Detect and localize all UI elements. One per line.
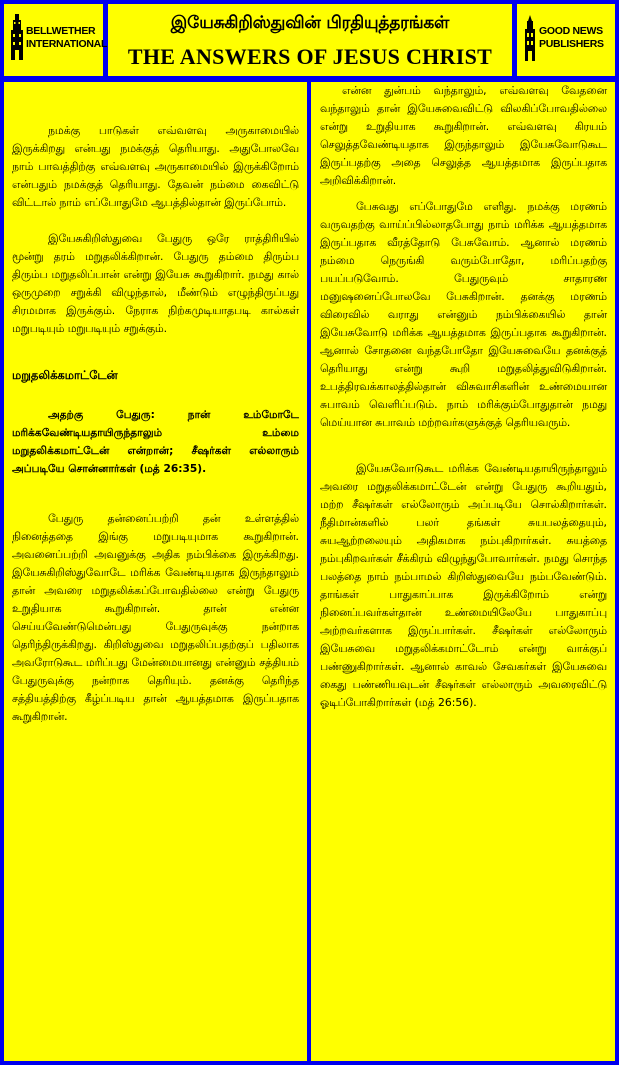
- building-icon: [9, 14, 25, 60]
- paragraph-text: இயேசுவோடுகூட மரிக்க வேண்டியதாயிருந்தாலும் அவரை மறுதலிக்கமாட்டேன் என்று பேதுரு கூறியதும், மற்ற சீஷர்கள் எல்லோரும் அப்படியே சொல்கிறார்கள். நீதிமான்களில் பலர் தங்கள் சுயபலத்தையும், சுயஆற்றலையும் அதிகமாக நம்புகிறார்கள். சுயத்தை நம்புகிறவர்கள் சீக்கிரம் விழுந்துபோவார்கள். நமது சொந்த பலத்தை நாம் நம்பாமல் கிறிஸ்துவையே நம்பவேண்டும். தாங்கள் பாதுகாப்பாக இருக்கிறோம் என்று நினைப்பவர்கள்தான் உண்மையிலேயே பாதுகாப்பு அற்றவர்களாக இருப்பார்கள். சீஷர்கள் எல்லோரும் இயேசுவை மறுதலிக்கமாட்டோம் என்று வாக்குப் பண்ணுகிறார்கள். ஆனால் காவல் சேவகர்கள் இயேசுவை கைது பண்ணியவுடன் சீஷர்கள் எல்லாரும் அவரைவிட்டு ஓடிப்போகிறார்கள்: [320, 462, 607, 709]
- logo-line-1: GOOD NEWS: [539, 25, 603, 37]
- left-column: [4, 82, 307, 1061]
- good-news-logo-text: [539, 25, 604, 51]
- bellwether-logo-text: [26, 25, 107, 51]
- good-news-logo: [517, 4, 615, 76]
- page-title-tamil: இயேசுகிறிஸ்துவின் பிரதியுத்தரங்கள்: [170, 13, 450, 33]
- scripture-quote: அதற்கு பேதுரு: நான் உம்மோடே மரிக்கவேண்டியதாயிருந்தாலும் உம்மை மறுதலிக்கமாட்டேன் என்றான்; சீஷர்கள் எல்லாரும் அப்படியே சொன்னார்கள் (மத் 26:35).: [12, 409, 299, 475]
- paragraph: என்ன துன்பம் வந்தாலும், எவ்வளவு வேதனை வந்தாலும் தான் இயேசுவைவிட்டு விலகிப்போவதில்லை என்று உறுதியாக கூறுகிறான். எவ்வளவு கிரயம் செலுத்தவேண்டியதாக இருந்தாலும் இயேசுவோடுகூட இருப்பதற்கு அதை செலுத்த ஆயத்தமாக இருப்பதாக அறிவிக்கிறான்.: [320, 84, 607, 187]
- right-column: [311, 82, 615, 1061]
- page-title-english: THE ANSWERS OF JESUS CHRIST: [127, 44, 493, 69]
- paragraph: நமக்கு பாடுகள் எவ்வளவு அருகாமையில் இருக்கிறது என்பது நமக்குத் தெரியாது. அதுபோலவே நாம் பாவத்திற்கு எவ்வளவு அருகாமையில் இருக்கிறோம் என்பதும் நமக்குத் தெரியாது. தேவன் நம்மை கைவிட்டு விட்டால் நாம் எப்போதுமே ஆபத்தில்தான் இருப்போம்.: [12, 124, 299, 209]
- scripture-reference: (மத் 26:56).: [414, 696, 477, 709]
- paragraph: [320, 460, 607, 712]
- paragraph: இயேசுகிறிஸ்துவை பேதுரு ஒரே ராத்திரியில் மூன்று தரம் மறுதலிக்கிறான். பேதுரு தம்மை திரும்ப திரும்ப மறுதலிப்பான் என்று இயேசு கூறுகிறார். நமது கால் ஒருமுறை சறுக்கி விழுந்தால், மீண்டும் எழுந்திருப்பது சிரமமாக இருக்கும். நேராக நிற்கமுடியாதபடி கால்கள் மறுபடியும் மறுபடியும் சறுக்கும்.: [12, 232, 299, 335]
- logo-line-2: PUBLISHERS: [539, 38, 604, 50]
- logo-line-1: BELLWETHER: [26, 25, 96, 37]
- paragraph: பேதுரு தன்னைப்பற்றி தன் உள்ளத்தில் நினைத்ததை இங்கு மறுபடியுமாக கூறுகிறான். அவனைப்பற்றி அவனுக்கு அதிக நம்பிக்கை இருக்கிறது. இயேசுகிறிஸ்துவோடே மரிக்க வேண்டியதாக இருந்தாலும் தான் அவரை மறுதலிக்கப்போவதில்லை என்று பேதுரு உறுதியாக கூறுகிறான். தான் என்ன செய்யவேண்டுமென்பது பேதுருவுக்கு நன்றாக தெரிந்திருக்கிறது. கிறிஸ்துவை மறுதலிப்பதற்குப் பதிலாக அவரோடுகூட மரிப்பது மேன்மையானது என்னும் சத்தியம் பேதுருவுக்கு நன்றாக தெரியும். தனக்கு தெரிந்த சத்தியத்திற்கு கீழ்ப்படிய தான் ஆயத்தமாக இருப்பதாக கூறுகிறான்.: [12, 512, 299, 723]
- bellwether-logo: [4, 4, 108, 76]
- tower-icon: [522, 15, 538, 61]
- logo-line-2: INTERNATIONAL: [26, 38, 108, 50]
- page-header: [108, 4, 512, 76]
- section-heading: மறுதலிக்கமாட்டேன்: [12, 368, 118, 382]
- paragraph: பேசுவது எப்போதுமே எளிது. நமக்கு மரணம் வருவதற்கு வாய்ப்பில்லாதபோது நாம் மரிக்க ஆயத்தமாக இருப்பதாக வீரத்தோடு பேசுவோம். ஆனால் மரணம் நம்மை நெருங்கி வரும்போதோ, மரிப்பதற்கு பயப்படுவோம். பேதுருவும் சாதாரண மனுஷனைப்போலவே பேசுகிறான். தனக்கு மரணம் விரைவில் வராது என்னும் நம்பிக்கையில் தான் இயேசுவோடு மரிக்க ஆயத்தமாக இருப்பதாக கூறுகிறான். ஆனால் சோதனை வந்தபோதோ இயேசுவையே தனக்குத் தெரியாது என்று கூறி மறுதலித்துவிடுகிறான். உபத்திரவக்காலத்தில்தான் விசுவாசிகளின் உண்மையான சுபாவம் வெளிப்படும். நாம் மரிக்கும்போதுதான் நமது மெய்யான சுபாவம் மற்றவர்களுக்குத் தெரியவரும்.: [320, 200, 607, 429]
